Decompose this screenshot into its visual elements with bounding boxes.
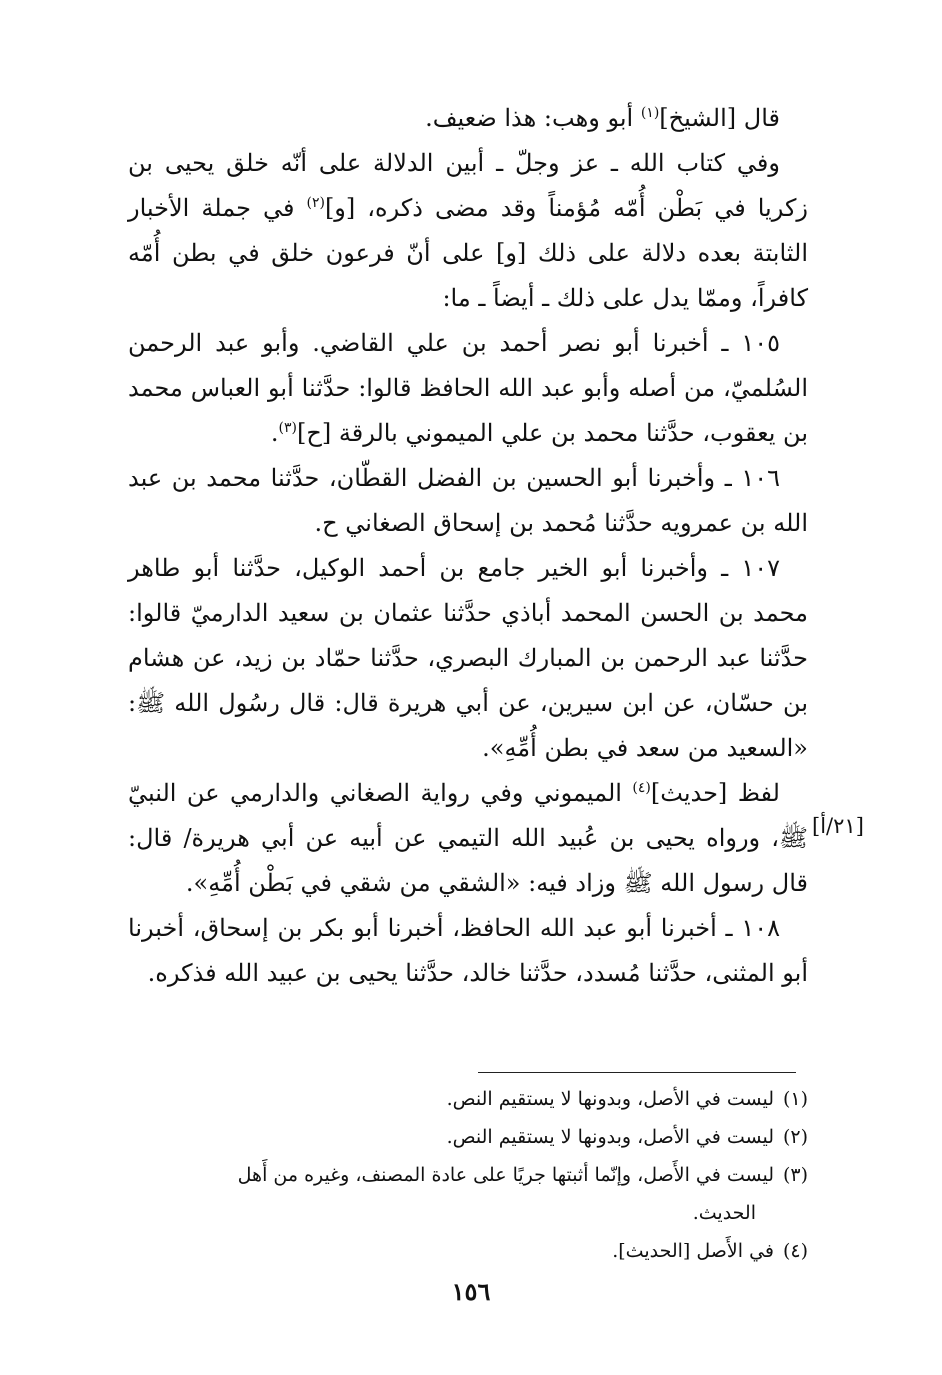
page-number: ١٥٦ — [451, 1277, 491, 1306]
footnote-text: ليست في الأصل، وبدونها لا يستقيم النص. — [446, 1088, 774, 1110]
paragraph-text: أبو وهب: هذا ضعيف. — [425, 104, 641, 132]
paragraph-text: ١٠٥ ـ أخبرنا أبو نصر أحمد بن علي القاضي. وأبو عبد الرحمن السُلميّ، من أصله وأبو عبد الله الحافظ قالوا: حدَّثنا أبو العباس محمد بن يعقوب، حدَّثنا محمد بن علي الميموني بالرقة [ح] — [128, 329, 808, 447]
footnote-number: (١) — [782, 1088, 808, 1110]
paragraph-text: ١٠٨ ـ أخبرنا أبو عبد الله الحافظ، أخبرنا أبو بكر بن إسحاق، أخبرنا أبو المثنى، حدَّثنا مُسدد، حدَّثنا خالد، حدَّثنا يحيى بن عبيد الله فذكره. — [128, 914, 808, 987]
paragraph-hadith-107 — [128, 546, 808, 771]
paragraph-text: الميموني وفي رواية الصغاني والدارمي عن النبيّ ﷺ، ورواه يحيى بن عُبيد الله التيمي عن أبيه عن أبي هريرة/ قال: قال رسول الله ﷺ وزاد فيه: «الشقي من شقي في بَطْن أُمِّهِ». — [128, 779, 808, 897]
paragraph-intro — [128, 96, 808, 141]
paragraph-text: وفي كتاب الله ـ عز وجلّ ـ أبين الدلالة على أنّه خلق يحيى بن زكريا في بَطْن أُمّه مُؤمناً وقد مضى ذكره، [و] — [128, 149, 808, 222]
footnotes — [128, 1080, 808, 1270]
footnote-3 — [128, 1156, 808, 1194]
paragraph-hadith-105 — [128, 321, 808, 456]
footnote-3-continued: الحديث. — [692, 1202, 756, 1224]
paragraph-wording-note — [128, 771, 808, 906]
footnote-number: (٢) — [782, 1126, 808, 1148]
footnote-number: (٤) — [782, 1240, 808, 1262]
footnote-1 — [128, 1080, 808, 1118]
manuscript-folio-marker: [٢١/أ] — [812, 814, 864, 838]
paragraph-quran-evidence — [128, 141, 808, 321]
paragraph-hadith-108 — [128, 906, 808, 996]
footnote-number: (٣) — [782, 1164, 808, 1186]
footnote-text: ليست في الأَصل، وإنّما أثبتها جريًا على عادة المصنف، وغيره من أَهل — [237, 1164, 774, 1186]
footnote-4 — [128, 1232, 808, 1270]
footnote-2 — [128, 1118, 808, 1156]
footnote-text: ليست في الأصل، وبدونها لا يستقيم النص. — [446, 1126, 774, 1148]
footnote-text: في الأَصل [الحديث]. — [612, 1240, 774, 1262]
paragraph-text: . — [270, 419, 279, 447]
footnote-ref-3[interactable]: (٣) — [278, 420, 298, 436]
main-text — [128, 96, 808, 996]
footnote-ref-2[interactable]: (٢) — [306, 195, 325, 211]
paragraph-text: ١٠٦ ـ وأخبرنا أبو الحسين بن الفضل القطّان، حدَّثنا محمد بن عبد الله بن عمرويه حدَّثنا مُحمد بن إسحاق الصغاني ح. — [128, 464, 808, 537]
paragraph-text: لفظ [حديث] — [650, 779, 780, 807]
paragraph-text: قال [الشيخ] — [659, 104, 780, 132]
footnote-ref-1[interactable]: (١) — [640, 105, 660, 121]
paragraph-text: في جملة الأخبار الثابتة بعده دلالة على ذلك [و] على أنّ فرعون خلق في بطن أُمّه كافراً، وممّا يدل على ذلك ـ أيضاً ـ ما: — [128, 194, 808, 312]
paragraph-hadith-106 — [128, 456, 808, 546]
footnote-divider — [478, 1072, 796, 1073]
paragraph-text: ١٠٧ ـ وأخبرنا أبو الخير جامع بن أحمد الوكيل، حدَّثنا أبو طاهر محمد بن الحسن المحمد أباذي حدَّثنا عثمان بن سعيد الدارميّ قالوا: حدَّثنا عبد الرحمن بن المبارك البصري، حدَّثنا حمّاد بن زيد، عن هشام بن حسّان، عن ابن سيرين، عن أبي هريرة قال: قال رسُول الله ﷺ: «السعيد من سعد في بطن أُمِّهِ». — [128, 554, 808, 762]
footnote-ref-4[interactable]: (٤) — [632, 780, 651, 796]
